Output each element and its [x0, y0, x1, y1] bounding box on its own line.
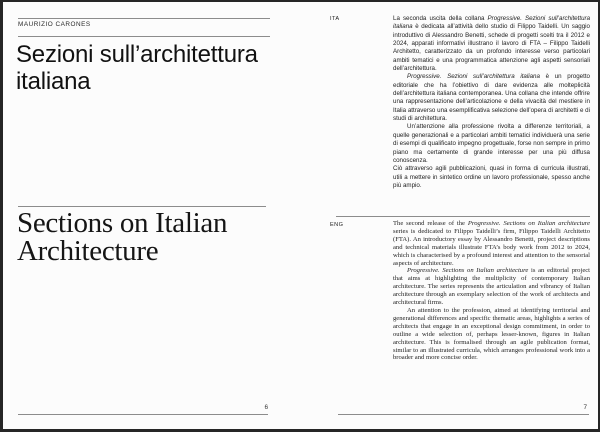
series-title-italic: Progressive. Sezioni sull’architettura italiana: [393, 15, 591, 31]
footer-rule-right: [338, 414, 589, 415]
italian-paragraph-1: [393, 15, 590, 73]
title-english: Sections on Italian Architecture: [17, 207, 228, 267]
english-section-rule: [336, 216, 590, 217]
header-rule-bottom: [18, 36, 270, 37]
series-title-italic: Progressive. Sections on Italian architecture: [467, 220, 591, 227]
english-paragraph-2: [393, 267, 590, 307]
italian-paragraph-2: [393, 73, 590, 123]
language-label-ita: ITA: [330, 16, 340, 22]
italian-text-column: [393, 15, 590, 190]
page-number-left: 6: [264, 404, 268, 411]
footer-rule-left: [18, 414, 268, 415]
page-number-right: 7: [583, 404, 587, 411]
paragraph-text: è dedicata all’attività dello studio di Filippo Taidelli. Un saggio introduttivo di Alessandro Benetti, schede di progetti scelti tra il 2012 e 2024, apparati informativi illustrano il lavoro di FTA – Filippo Taidelli Architetto, caratterizzato da un profondo interesse verso particolari ambiti tematici e una programmatica attenzione agli aspetti sensoriali dell’architettura.: [393, 23, 590, 73]
english-text-column: [393, 220, 590, 362]
author-name: MAURIZIO CARONES: [18, 21, 91, 28]
paragraph-text: is an editorial project that aims at highlighting the multiplicity of contemporary Italian architecture. The series represents the articulation and vibrancy of Italian architecture through an exemplary selection of the work of architects and architectural firms.: [393, 267, 591, 307]
paragraph-text: è un progetto editoriale che ha l’obiettivo di dare evidenza alle molteplicità dell’architettura italiana contemporanea. Una collana che intende offrire una rappresentazione dell’articolazione e della vivacità del mestiere in Italia attraverso una esemplificativa selezione dell’opera di architetti e di studi di architettura.: [393, 73, 590, 123]
series-title-italic: Progressive. Sections on Italian architecture: [407, 267, 529, 275]
header-rule-top: [18, 18, 270, 19]
paragraph-text: La seconda uscita della collana: [393, 15, 488, 22]
english-paragraph-3: An attention to the profession, aimed at identifying territorial and generational differences and specific thematic areas, highlights a series of architects that engage in an exceptional design commitment, in order to outline a wide selection of, perhaps lesser-known, figures in Italian architecture. This is formalised through an agile publication format, similar to an illustrated curricula, which arranges professional work into a broader and more concise order.: [393, 306, 590, 362]
paragraph-text: The second release of the: [393, 220, 468, 227]
italian-paragraph-4: Ciò attraverso agili pubblicazioni, quasi in forma di curricula illustrati, utili a mettere in sintetico ordine un lavoro professionale, spesso anche più ampio.: [393, 165, 590, 189]
paragraph-text: series is dedicated to Filippo Taidelli’s firm, Filippo Taidelli Architetto (FTA). An introductory essay by Alessandro Benetti, project descriptions and technical materials illustrate FTA’s body work from 2012 to 2024, which is characterised by a profound interest and attention to the sensorial aspects of architecture.: [393, 227, 590, 267]
english-paragraph-1: [393, 220, 590, 267]
italian-paragraph-3: Un’attenzione alla professione rivolta a differenze territoriali, a quelle generazionali e a particolari ambiti tematici individuerà una serie di esempi di qualificato impegno progettuale, forse non sempre in primo piano ma certamente di grande interesse per una più diffusa conoscenza.: [393, 123, 590, 164]
series-title-italic: Progressive. Sezioni sull’architettura italiana: [407, 73, 540, 81]
language-label-eng: ENG: [330, 222, 344, 228]
title-italian: Sezioni sull’architettura italiana: [16, 41, 258, 95]
